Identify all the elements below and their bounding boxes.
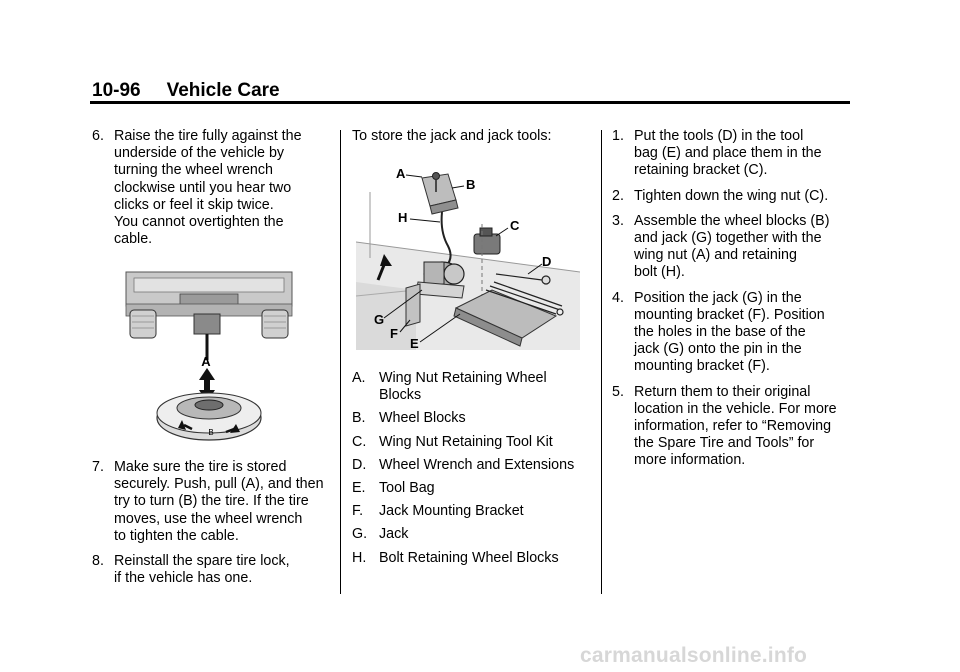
step-number: 1. xyxy=(612,128,624,144)
step-number: 8. xyxy=(92,553,104,570)
step-line: moves, use the wheel wrench xyxy=(114,510,303,527)
step-line: retaining bracket (C). xyxy=(634,162,768,179)
figure-label-d: D xyxy=(542,254,552,269)
legend-key: G. xyxy=(352,526,368,543)
section-title: Vehicle Care xyxy=(166,80,280,101)
step-number: 7. xyxy=(92,459,104,475)
legend-text: Wing Nut Retaining Tool Kit xyxy=(379,433,553,450)
figure-label-h: H xyxy=(398,210,408,225)
legend-key: D. xyxy=(352,456,367,473)
step-line: the Spare Tire and Tools” for xyxy=(634,435,815,452)
step-number: 5. xyxy=(612,383,624,400)
column-3 xyxy=(612,128,852,470)
figure-label-c: C xyxy=(510,218,520,233)
step-line: bolt (H). xyxy=(634,264,685,281)
step-number: 3. xyxy=(612,212,624,229)
legend-item xyxy=(352,503,592,520)
step-line: Tighten down the wing nut (C). xyxy=(634,187,829,204)
step-4 xyxy=(612,290,852,376)
step-6 xyxy=(92,128,332,248)
step-5 xyxy=(612,384,852,470)
step-number: 6. xyxy=(92,128,104,144)
step-number: 4. xyxy=(612,289,624,306)
step-line: bag (E) and place them in the xyxy=(634,145,822,162)
legend-text: Wheel Blocks xyxy=(379,410,466,427)
legend-key: B. xyxy=(352,410,366,427)
step-line: information, refer to “Removing xyxy=(634,418,832,435)
column-1-lower xyxy=(92,459,340,587)
step-line: and jack (G) together with the xyxy=(634,230,822,247)
figure-legend xyxy=(352,370,592,573)
step-line: more information. xyxy=(634,452,746,469)
step-line: Return them to their original xyxy=(634,383,811,400)
legend-key: F. xyxy=(352,503,364,520)
legend-item xyxy=(352,550,592,567)
step-line: Raise the tire fully against the xyxy=(114,128,302,144)
legend-text: Bolt Retaining Wheel Blocks xyxy=(379,549,559,566)
legend-key: H. xyxy=(352,549,367,566)
figure-label-b: B xyxy=(466,177,476,192)
legend-text: Wheel Wrench and Extensions xyxy=(379,456,575,473)
step-line: try to turn (B) the tire. If the tire xyxy=(114,493,309,510)
step-line: the holes in the base of the xyxy=(634,324,806,341)
legend-key: E. xyxy=(352,480,366,497)
legend-item xyxy=(352,480,592,497)
step-line: Put the tools (D) in the tool xyxy=(634,128,804,144)
page-number: 10-96 xyxy=(92,80,141,101)
legend-item xyxy=(352,526,592,543)
jack-tools-illustration xyxy=(356,162,580,350)
step-1 xyxy=(612,128,852,180)
legend-text: Wing Nut Retaining Wheel xyxy=(379,370,547,386)
legend-item xyxy=(352,370,592,404)
step-7 xyxy=(92,459,340,545)
column-1 xyxy=(92,128,332,248)
legend-item xyxy=(352,434,592,451)
step-3 xyxy=(612,213,852,282)
step-line: You cannot overtighten the xyxy=(114,214,284,231)
step-line: mounting bracket (F). Position xyxy=(634,306,825,323)
legend-text: Blocks xyxy=(379,387,422,404)
step-line: cable. xyxy=(114,231,153,248)
step-number: 2. xyxy=(612,187,624,204)
step-line: Assemble the wheel blocks (B) xyxy=(634,212,830,229)
step-line: Reinstall the spare tire lock, xyxy=(114,553,290,570)
figure-label-g: G xyxy=(374,312,385,327)
figure-label-f: F xyxy=(390,326,398,341)
step-line: to tighten the cable. xyxy=(114,527,239,544)
page-header xyxy=(92,80,280,102)
header-rule xyxy=(90,101,850,104)
step-line: clicks or feel it skip twice. xyxy=(114,196,274,213)
step-line: jack (G) onto the pin in the xyxy=(634,341,802,358)
legend-key: A. xyxy=(352,370,366,386)
legend-key: C. xyxy=(352,433,367,450)
legend-text: Jack Mounting Bracket xyxy=(379,503,524,520)
legend-text: Tool Bag xyxy=(379,480,435,497)
step-line: if the vehicle has one. xyxy=(114,570,253,587)
figure-label-a: A xyxy=(396,166,406,181)
figure-label-b: B xyxy=(208,428,214,437)
legend-item xyxy=(352,410,592,427)
spare-tire-illustration xyxy=(120,268,298,446)
step-line: clockwise until you hear two xyxy=(114,179,292,196)
step-line: turning the wheel wrench xyxy=(114,162,273,179)
watermark: carmanualsonline.info xyxy=(580,644,808,667)
step-line: underside of the vehicle by xyxy=(114,145,285,162)
legend-text: Jack xyxy=(379,526,409,543)
step-line: Make sure the tire is stored xyxy=(114,459,287,475)
figure-label-a: A xyxy=(201,354,211,369)
step-line: mounting bracket (F). xyxy=(634,358,770,375)
column-divider-2 xyxy=(601,130,602,594)
step-line: wing nut (A) and retaining xyxy=(634,247,797,264)
column-2-intro xyxy=(352,128,592,145)
legend-item xyxy=(352,457,592,474)
step-8 xyxy=(92,553,340,587)
step-2 xyxy=(612,188,852,205)
step-line: location in the vehicle. For more xyxy=(634,400,837,417)
column-divider-1 xyxy=(340,130,341,594)
figure-label-e: E xyxy=(410,336,419,350)
step-line: Position the jack (G) in the xyxy=(634,289,802,306)
step-line: securely. Push, pull (A), and then xyxy=(114,476,324,493)
intro-text: To store the jack and jack tools: xyxy=(352,128,552,144)
